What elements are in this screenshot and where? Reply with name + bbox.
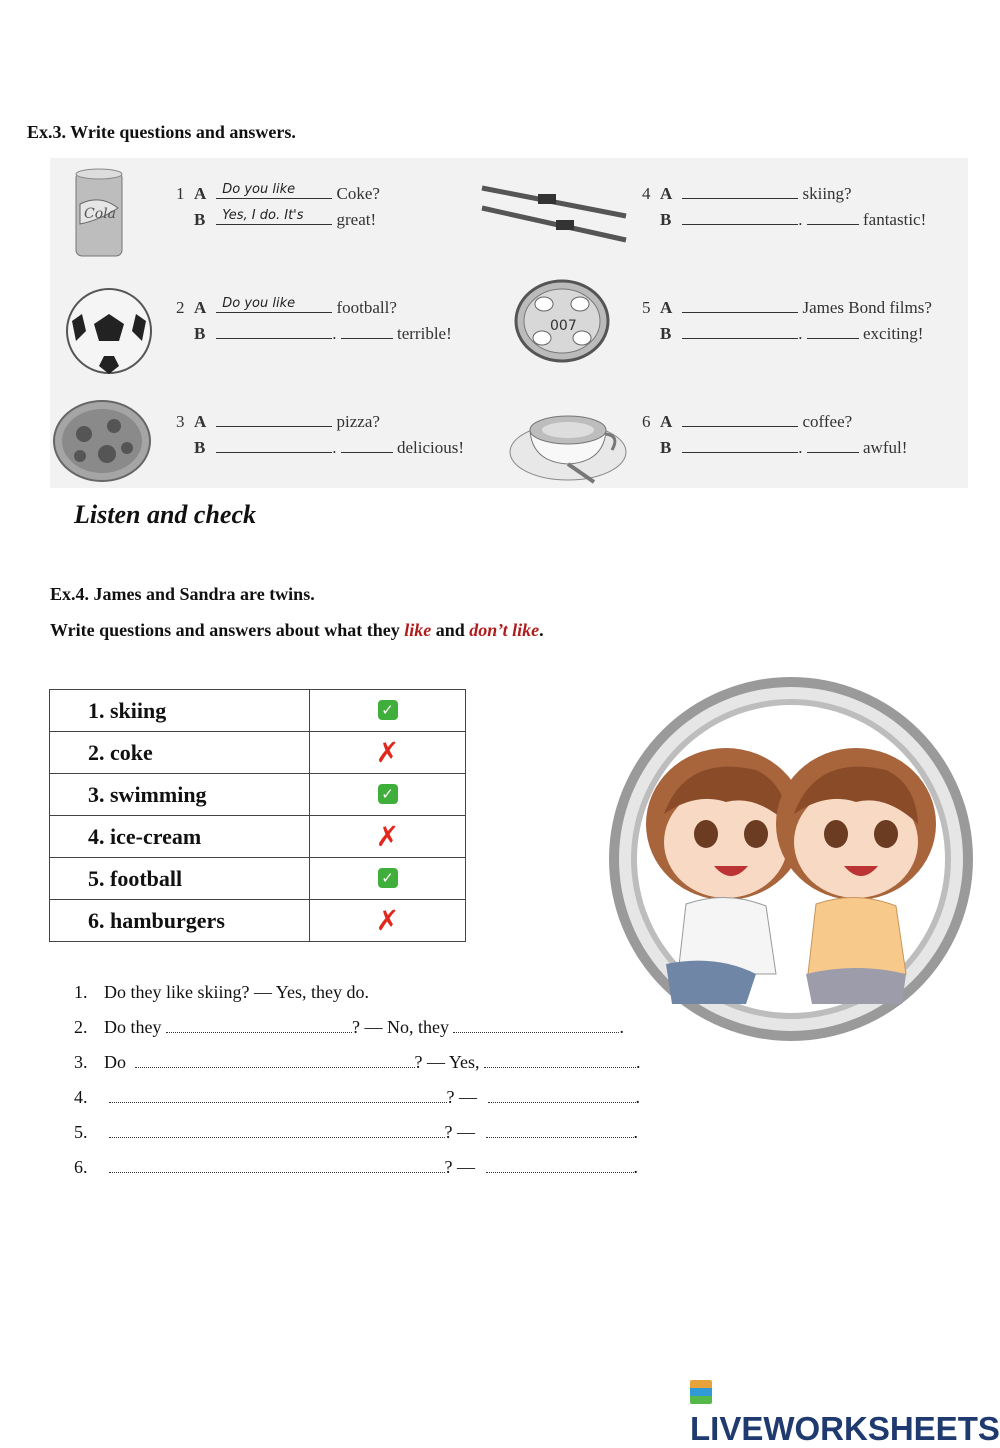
answer-blank[interactable]	[135, 1053, 415, 1068]
ex3-item-3-b: B . delicious!	[194, 438, 465, 457]
table-row	[50, 774, 466, 816]
ex3-exercise-panel	[50, 158, 968, 488]
answer-blank[interactable]	[166, 1018, 352, 1033]
ex3-item-6-b: B . awful!	[660, 438, 908, 457]
coke-can-image	[70, 164, 130, 260]
answer-blank[interactable]	[486, 1123, 634, 1138]
liveworksheets-logo: LIVEWORKSHEETS	[690, 1372, 1000, 1448]
cross-icon: ✗	[375, 819, 400, 853]
ex3-item-5-a: 5 A James Bond films?	[642, 298, 932, 317]
answer-blank[interactable]	[807, 208, 859, 225]
table-item: 2. coke	[50, 732, 310, 774]
answer-blank[interactable]	[682, 296, 798, 313]
answer-blank[interactable]	[453, 1018, 619, 1033]
answer-line-1: 1. Do they like skiing? — Yes, they do.	[74, 982, 369, 1002]
answer-blank[interactable]	[216, 410, 332, 427]
pizza-image	[52, 396, 152, 486]
answer-line-5: 5. ? — .	[74, 1122, 638, 1142]
answer-blank[interactable]	[682, 322, 798, 339]
ex3-item-5-b: B . exciting!	[660, 324, 924, 343]
table-item: 4. ice-cream	[50, 816, 310, 858]
answer-blank[interactable]	[488, 1088, 636, 1103]
table-row	[50, 900, 466, 942]
table-item: 6. hamburgers	[50, 900, 310, 942]
answer-line-3: 3. Do ? — Yes, .	[74, 1052, 641, 1072]
ex3-item-2-b: B . terrible!	[194, 324, 452, 343]
answer-blank[interactable]: Do you like	[216, 296, 332, 313]
film-reel-image	[512, 276, 612, 366]
coffee-cup-image	[508, 390, 630, 486]
answer-blank[interactable]	[484, 1053, 636, 1068]
answer-blank[interactable]	[807, 322, 859, 339]
ex3-item-4-a: 4 A skiing?	[642, 184, 852, 203]
table-item: 3. swimming	[50, 774, 310, 816]
answer-blank[interactable]	[486, 1158, 634, 1173]
football-image	[64, 286, 154, 376]
ex3-item-6-a: 6 A coffee?	[642, 412, 853, 431]
answer-line-2: 2. Do they ? — No, they .	[74, 1017, 624, 1037]
answer-blank[interactable]	[807, 436, 859, 453]
logo-mark-icon	[690, 1380, 712, 1404]
cross-icon: ✗	[375, 903, 400, 937]
ex3-title: Ex.3. Write questions and answers.	[27, 122, 296, 142]
answer-blank[interactable]	[682, 182, 798, 199]
answer-blank[interactable]	[682, 208, 798, 225]
answer-blank[interactable]	[216, 322, 332, 339]
table-row	[50, 732, 466, 774]
answer-blank[interactable]	[682, 410, 798, 427]
listen-and-check-heading: Listen and check	[74, 500, 256, 529]
twins-illustration	[606, 674, 976, 1044]
ex3-item-1-b: B Yes, I do. It's great!	[194, 208, 377, 229]
check-icon: ✓	[378, 700, 398, 720]
ex3-item-1-a: 1 A Do you like Coke?	[176, 182, 380, 203]
svg-text:Cola: Cola	[84, 206, 116, 222]
ex4-title: Ex.4. James and Sandra are twins.	[50, 584, 315, 604]
table-item: 1. skiing	[50, 690, 310, 732]
ex3-item-3-a: 3 A pizza?	[176, 412, 380, 431]
check-icon: ✓	[378, 868, 398, 888]
table-row	[50, 858, 466, 900]
answer-blank[interactable]: Yes, I do. It's	[216, 208, 332, 225]
answer-line-4: 4. ? — .	[74, 1087, 640, 1107]
table-item: 5. football	[50, 858, 310, 900]
table-row	[50, 816, 466, 858]
ex3-item-4-b: B . fantastic!	[660, 210, 927, 229]
answer-blank[interactable]	[341, 436, 393, 453]
ex4-instruction: Write questions and answers about what they like and don’t like.	[50, 620, 544, 640]
answer-blank[interactable]	[341, 322, 393, 339]
answer-line-6: 6. ? — .	[74, 1157, 638, 1177]
answer-blank[interactable]: Do you like	[216, 182, 332, 199]
check-icon: ✓	[378, 784, 398, 804]
likes-table	[49, 689, 466, 942]
answer-blank[interactable]	[109, 1088, 447, 1103]
table-row	[50, 690, 466, 732]
ex3-item-2-a: 2 A Do you like football?	[176, 296, 397, 317]
reel-label: 007	[550, 318, 577, 334]
answer-blank[interactable]	[682, 436, 798, 453]
answer-blank[interactable]	[216, 436, 332, 453]
answer-blank[interactable]	[109, 1158, 445, 1173]
answer-blank[interactable]	[109, 1123, 445, 1138]
cross-icon: ✗	[375, 735, 400, 769]
skis-image	[478, 178, 630, 250]
